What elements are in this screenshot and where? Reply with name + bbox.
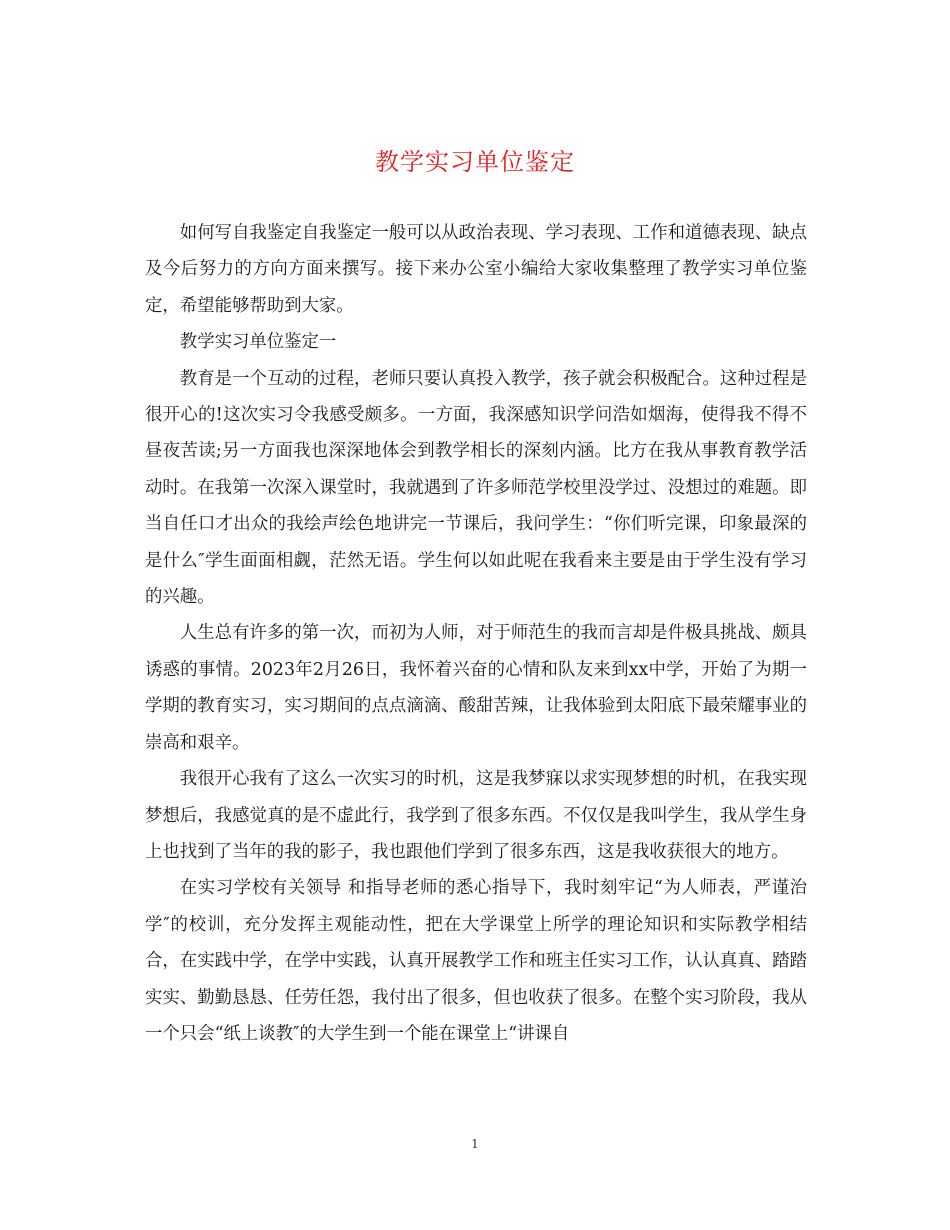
document-title: 教学实习单位鉴定	[375, 148, 575, 176]
document-body	[145, 215, 807, 1052]
page-number: 1	[471, 1137, 479, 1151]
body-paragraph: 我很开心我有了这么一次实习的时机，这是我梦寐以求实现梦想的时机，在我实现梦想后，我感觉真的是不虚此行，我学到了很多东西。不仅仅是我叫学生，我从学生身上也找到了当年的我的影子，我也跟他们学到了很多东西，这是我收获很大的地方。	[145, 769, 807, 862]
body-paragraph: 人生总有许多的第一次，而初为人师，对于师范生的我而言却是件极具挑战、颇具诱惑的事情。2023年2月26日，我怀着兴奋的心情和队友来到xx中学，开始了为期一学期的教育实习，实习期间的点点滴滴、酸甜苦辣，让我体验到太阳底下最荣耀事业的崇高和艰辛。	[145, 623, 807, 753]
intro-paragraph: 如何写自我鉴定自我鉴定一般可以从政治表现、学习表现、工作和道德表现、缺点及今后努力的方向方面来撰写。接下来办公室小编给大家收集整理了教学实习单位鉴定，希望能够帮助到大家。	[145, 223, 807, 316]
body-paragraph: 在实习学校有关领导 和指导老师的悉心指导下，我时刻牢记“为人师表，严谨治学″的校训，充分发挥主观能动性，把在大学课堂上所学的理论知识和实际教学相结合，在实践中学，在学中实践，认真开展教学工作和班主任实习工作，认认真真、踏踏实实、勤勤恳恳、任劳任怨，我付出了很多，但也收获了很多。在整个实习阶段，我从一个只会“纸上谈教″的大学生到一个能在课堂上“讲课自	[145, 878, 807, 1044]
section-heading: 教学实习单位鉴定一	[179, 332, 337, 353]
body-paragraph: 教育是一个互动的过程，老师只要认真投入教学，孩子就会积极配合。这种过程是很开心的!这次实习令我感受颇多。一方面，我深感知识学问浩如烟海，使得我不得不昼夜苦读;另一方面我也深深地体会到教学相长的深刻内涵。比方在我从事教育教学活动时。在我第一次深入课堂时，我就遇到了许多师范学校里没学过、没想过的难题。即当自任口才出众的我绘声绘色地讲完一节课后，我问学生：“你们听完课，印象最深的是什么″学生面面相觑，茫然无语。学生何以如此呢在我看来主要是由于学生没有学习的兴趣。	[145, 368, 807, 608]
